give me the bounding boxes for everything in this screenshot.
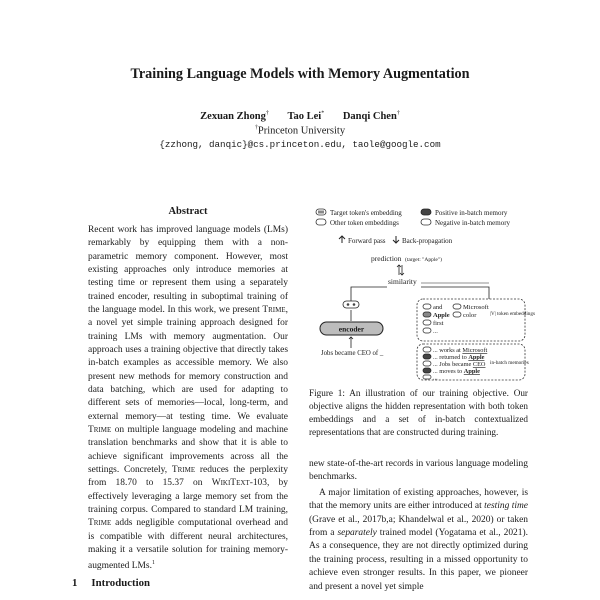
svg-text:... Jobs became CEO: ... Jobs became CEO bbox=[433, 361, 486, 368]
legend-target: Target token's embedding bbox=[330, 209, 402, 217]
svg-text:and: and bbox=[433, 304, 443, 311]
author: Tao Lei* bbox=[287, 110, 325, 122]
figure-1 bbox=[309, 203, 536, 383]
target-legend-fill bbox=[318, 211, 324, 214]
svg-text:...: ... bbox=[433, 374, 438, 382]
svg-text:first: first bbox=[433, 320, 444, 327]
hidden-rep-icon bbox=[343, 301, 359, 308]
forward-arrow-icon bbox=[339, 236, 345, 243]
prediction-label: prediction bbox=[371, 254, 402, 263]
paper-title: Training Language Models with Memory Augmentation bbox=[130, 66, 470, 82]
section-heading: 1 Introduction bbox=[72, 577, 151, 589]
svg-text:... moves to Apple: ... moves to Apple bbox=[433, 368, 480, 375]
encoder-label: encoder bbox=[338, 324, 365, 334]
figure-caption: Figure 1: An illustration of our training objective. Our objective aligns the hidden representation with both token embeddings and a set of in-batch contextualized representations that are constructed during training. bbox=[309, 388, 528, 437]
paragraph: A major limitation of existing approaches, however, is that the memory units are either introduced at testing time (Grave et al., 2017b,a; Khandelwal et al., 2020) or taken from a separately trained model (Yogatama et al., 2021). As a consequence, they are not directly optimized during the training process, resulting in a missed opportunity to achieve even stronger results. In this paper, we pioneer and present a novel yet simple bbox=[309, 487, 528, 592]
positive-legend-icon bbox=[421, 209, 431, 215]
input-text: Jobs became CEO of _ bbox=[321, 350, 384, 357]
author: Danqi Chen† bbox=[342, 110, 400, 122]
footnote-marker: 1 bbox=[151, 560, 155, 567]
legend-forward: Forward pass bbox=[348, 237, 386, 245]
svg-text:Microsoft: Microsoft bbox=[463, 304, 489, 311]
author: Zexuan Zhong† bbox=[200, 110, 269, 122]
abstract-body: Recent work has improved language models (LMs) remarkably by equipping them with a non-parametric memory component. However, most existing approaches only introduce memories at testing time or represent them using a separately trained encoder, resulting in suboptimal training of the language model. In this work, we present Trime, a novel yet simple training approach designed for training LMs with memory augmentation. Our approach uses a training objective that directly takes in-batch examples as accessible memory. We also present new methods for memory construction and data batching, which are used for adapting to different sets of memories—local, long-term, and external memory—at testing time. We evaluate Trime on multiple language modeling and machine translation benchmarks and show that it is able to achieve significant improvements across all the settings. Concretely, Trime reduces the perplexity from 18.70 to 15.37 on WikiText-103, by effectively leveraging a large memory set from the training corpus. Compared to standard LM training, Trime adds negligible computational overhead and is compatible with different neural architectures, making it a versatile solution for training memory-augmented LMs.$^1$ bbox=[88, 225, 288, 572]
vocab-label: |V| token embeddings bbox=[490, 311, 536, 317]
affiliation: †Princeton University bbox=[254, 125, 346, 137]
negative-legend-icon bbox=[421, 219, 431, 225]
target-note: (target: "Apple") bbox=[405, 257, 442, 263]
author-list bbox=[0, 110, 600, 122]
legend-negative: Negative in-batch memory bbox=[435, 219, 511, 227]
paragraph: new state-of-the-art records in various language modeling benchmarks. bbox=[309, 459, 528, 483]
other-legend-icon bbox=[316, 219, 326, 225]
svg-text:color: color bbox=[463, 312, 477, 319]
intro-body bbox=[309, 458, 528, 594]
legend-backprop: Back-propagation bbox=[402, 237, 453, 245]
memory-label: in-batch memories bbox=[490, 360, 529, 366]
prediction-arrows bbox=[397, 265, 404, 275]
svg-text:... returned to Apple: ... returned to Apple bbox=[433, 354, 485, 361]
legend-other: Other token embeddings bbox=[330, 219, 399, 227]
svg-text:Apple: Apple bbox=[433, 312, 450, 319]
backprop-arrow-icon bbox=[393, 236, 399, 243]
author-emails: {zzhong, danqic}@cs.princeton.edu, taole@google.com bbox=[159, 139, 441, 150]
svg-text:... works at Microsoft: ... works at Microsoft bbox=[433, 347, 488, 354]
svg-text:...: ... bbox=[433, 328, 438, 335]
abstract-heading: Abstract bbox=[168, 206, 208, 217]
similarity-label: similarity bbox=[388, 277, 417, 286]
legend-positive: Positive in-batch memory bbox=[435, 209, 508, 217]
